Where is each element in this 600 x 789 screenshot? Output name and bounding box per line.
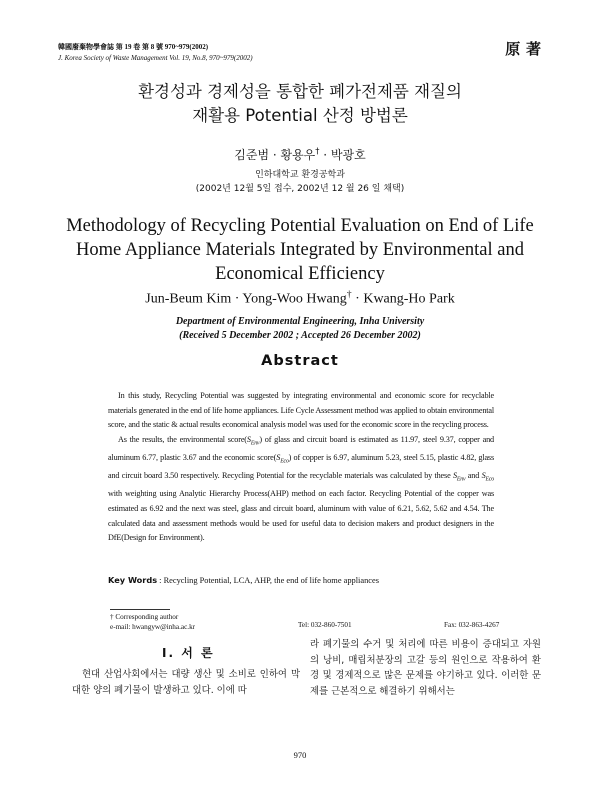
symbol-s: S xyxy=(452,471,457,481)
abstract-text: ) of glass and circuit board is estimated as 11.97, steel 9.37, copper and aluminum 6.77, plastic 3.67 and the economic score( xyxy=(108,434,494,463)
symbol-s: S xyxy=(246,434,251,444)
page-number: 970 xyxy=(293,750,307,760)
authors-en-last: · Kwang-Ho Park xyxy=(351,291,455,307)
email: e-mail: hwangyw@inha.ac.kr xyxy=(110,623,196,631)
symbol-sub-eco: Eco xyxy=(485,476,494,483)
authors-korean xyxy=(0,146,600,163)
authors-english xyxy=(0,289,600,308)
abstract-heading: Abstract xyxy=(261,353,339,369)
article-type: 原 著 xyxy=(505,42,542,58)
authors-ko-last: · 박광호 xyxy=(319,148,366,162)
dates-ko: (2002년 12월 5일 접수, 2002년 12 월 26 일 채택) xyxy=(195,184,405,194)
abstract-paragraph-2 xyxy=(108,433,494,546)
journal-title-en: J. Korea Society of Waste Management Vol. 19, No.8, 970~979(2002) xyxy=(58,54,253,62)
keywords-label: Key Words xyxy=(108,575,158,585)
abstract-body xyxy=(108,389,494,546)
abstract-paragraph-1: In this study, Recycling Potential was suggested by integrating environmental and economic score for recyclable materials generated in the end of life home appliances. Life Cycle Assessment method was applied to obtain environmental score, and the static & actual results economical analysis model was used for the economic score in the recycling process. xyxy=(108,391,494,430)
symbol-sub-env: Env xyxy=(250,440,260,447)
body-column-right xyxy=(310,637,541,699)
footnote xyxy=(110,612,195,632)
keywords xyxy=(108,575,508,585)
symbol-sub-eco: Eco xyxy=(280,458,289,465)
abstract-text: As the results, the environmental score( xyxy=(118,434,247,444)
dates-en: (Received 5 December 2002 ; Accepted 26 December 2002) xyxy=(179,330,421,341)
title-ko-line2: 재활용 Potential 산정 방법론 xyxy=(192,106,408,125)
journal-header xyxy=(58,42,253,64)
corresponding-dagger-en: † xyxy=(346,289,352,300)
symbol-s: S xyxy=(276,453,281,463)
abstract-text: ) of copper is 6.97, aluminum 5.23, steel 5.15, plastic 4.82, glass and circuit board 3.50 respectively. Recycling Potential for the recyclable materials was calculated by these xyxy=(108,453,495,481)
title-english xyxy=(0,214,600,286)
authors-en-names: Jun-Beum Kim · Yong-Woo Hwang xyxy=(145,291,347,307)
dept-ko: 인하대학교 환경공학과 xyxy=(255,170,345,180)
symbol-sub-env: Env xyxy=(456,476,466,483)
title-en-line1: Methodology of Recycling Potential Evaluation on End of Life xyxy=(66,216,534,236)
dept-en: Department of Environmental Engineering, Inha University xyxy=(175,316,425,327)
corresponding-author: † Corresponding author xyxy=(110,613,179,621)
journal-title-ko: 韓國廢棄物學會誌 第 19 卷 第 8 號 970~979(2002) xyxy=(58,43,209,51)
title-korean xyxy=(0,80,600,128)
abstract-text: and xyxy=(465,471,482,481)
telephone: Tel: 032-860-7501 xyxy=(298,621,352,629)
title-en-line2: Home Appliance Materials Integrated by Environmental and xyxy=(76,240,524,260)
affiliation-korean xyxy=(0,168,600,196)
title-en-line3: Economical Efficiency xyxy=(215,264,385,284)
authors-ko-names: 김준범 · 황용우 xyxy=(234,148,316,162)
footnote-divider xyxy=(110,609,170,610)
section-heading-introduction: Ⅰ. 서 론 xyxy=(162,646,215,660)
keywords-list: : Recycling Potential, LCA, AHP, the end of life home appliances xyxy=(157,576,379,585)
corresponding-dagger: † xyxy=(315,146,320,156)
fax: Fax: 032-863-4267 xyxy=(444,621,500,629)
intro-paragraph-left: 현대 산업사회에서는 대량 생산 및 소비로 인하여 막대한 양의 폐기물이 발생하고 있다. 이에 따 xyxy=(72,669,300,696)
symbol-s: S xyxy=(481,471,486,481)
intro-paragraph-right: 라 폐기물의 수거 및 처리에 따른 비용이 증대되고 자원의 낭비, 매립처분장의 고갈 등의 원인으로 작용하여 환경 및 경제적으로 많은 문제를 야기하고 있다. 이러한 문제를 근본적으로 해결하기 위해서는 xyxy=(310,639,541,697)
affiliation-english xyxy=(0,315,600,343)
title-ko-line1: 환경성과 경제성을 통합한 폐가전제품 재질의 xyxy=(138,82,462,101)
abstract-text: with weighting using Analytic Hierarchy Process(AHP) method on each factor. Recycling Potential of the copper was estimated as 6.92 and the next was steel, glass and circuit board, aluminum with value of 6.21, 5.62, 5.62 and 4.54. The calculated data and assessment methods would be used for useful data to decision makers and product designers in the DfE(Design for Environment). xyxy=(108,489,494,543)
body-column-left xyxy=(72,667,300,698)
